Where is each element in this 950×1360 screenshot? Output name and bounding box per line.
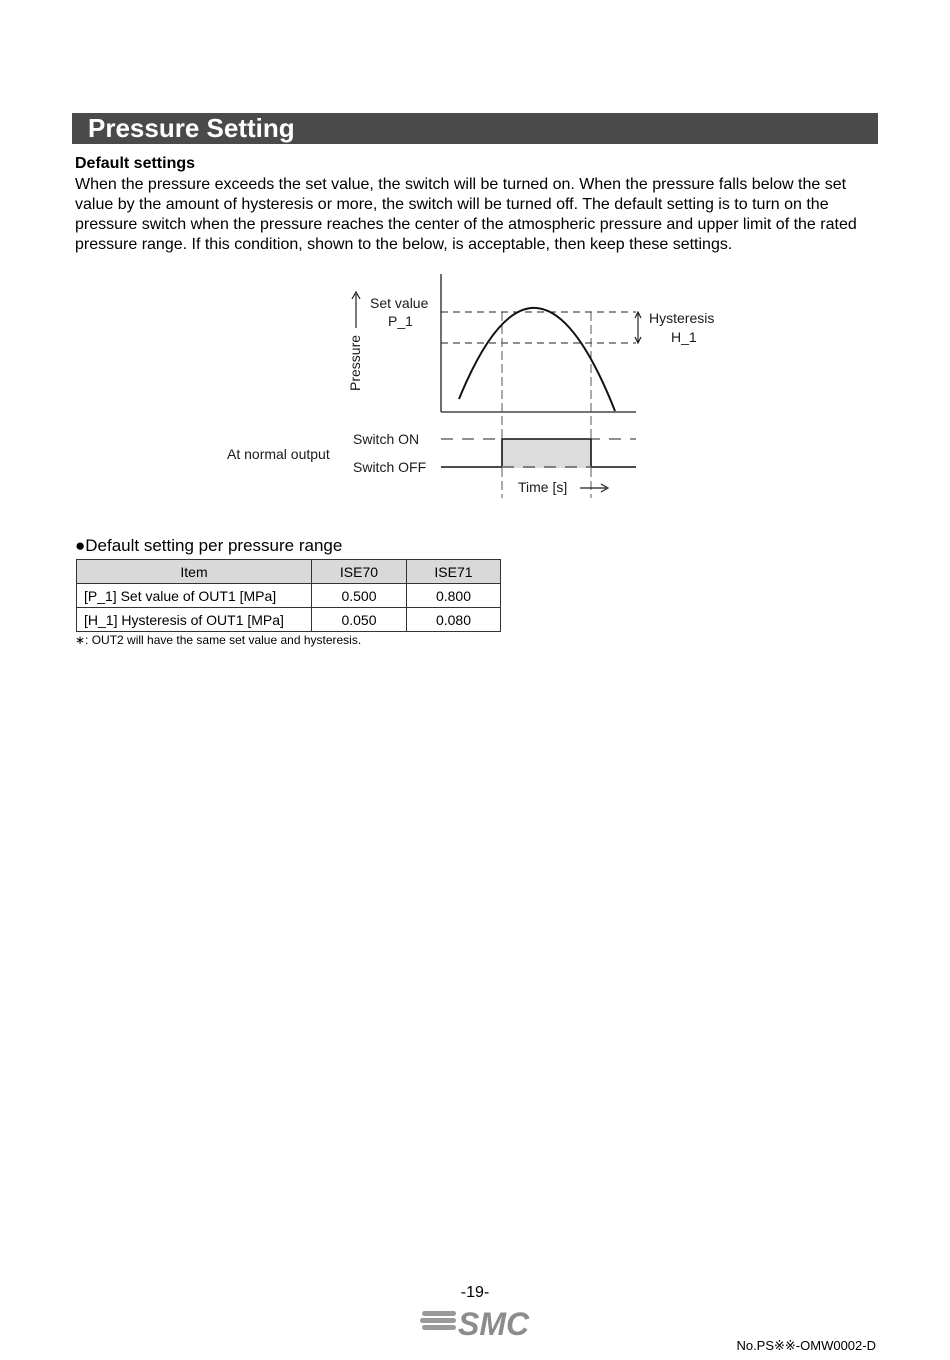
output-label: At normal output — [227, 446, 330, 462]
hysteresis-text: Hysteresis — [649, 310, 715, 326]
table-heading: ●Default setting per pressure range — [75, 536, 343, 555]
page-number: -19- — [460, 1284, 490, 1301]
column-header-item: Item — [77, 560, 312, 584]
cell-ise71: 0.080 — [407, 608, 501, 632]
column-header-ise71: ISE71 — [407, 560, 501, 584]
switch-off-label: Switch OFF — [353, 459, 427, 475]
column-header-ise70: ISE70 — [312, 560, 407, 584]
default-settings-table — [76, 559, 501, 632]
cell-ise70: 0.050 — [312, 608, 407, 632]
section-title: Pressure Setting — [72, 113, 878, 144]
cell-ise71: 0.800 — [407, 584, 501, 608]
pressure-axis-label: Pressure — [347, 334, 363, 391]
table-note: ∗: OUT2 will have the same set value and hysteresis. — [75, 633, 362, 647]
body-paragraph: When the pressure exceeds the set value, the switch will be turned on. When the pressure falls below the set value by the amount of hysteresis or more, the switch will be turned off. The default setting is to turn on the pressure switch when the pressure reaches the center of the atmospheric pressure and upper limit of the rated pressure range. If this condition, shown to the below, is acceptable, then keep these settings. — [75, 176, 857, 253]
subheading: Default settings — [75, 155, 196, 172]
hysteresis-labels — [640, 305, 740, 350]
switch-on-label: Switch ON — [353, 431, 420, 447]
table-header-row — [77, 560, 501, 584]
cell-item: [P_1] Set value of OUT1 [MPa] — [77, 584, 312, 608]
pressure-switch-diagram — [220, 268, 660, 508]
logo-text: SMC — [458, 1306, 530, 1339]
hysteresis-param: H_1 — [671, 329, 697, 345]
cell-ise70: 0.500 — [312, 584, 407, 608]
smc-logo — [420, 1303, 532, 1339]
time-label: Time [s] — [518, 479, 568, 495]
set-value-label: Set value — [370, 295, 429, 311]
switch-on-region — [502, 439, 591, 467]
table-row — [77, 608, 501, 632]
pressure-curve — [459, 308, 615, 411]
table-row — [77, 584, 501, 608]
document-number: No.PS※※-OMW0002-D — [736, 1338, 876, 1353]
cell-item: [H_1] Hysteresis of OUT1 [MPa] — [77, 608, 312, 632]
set-value-param: P_1 — [388, 313, 413, 329]
